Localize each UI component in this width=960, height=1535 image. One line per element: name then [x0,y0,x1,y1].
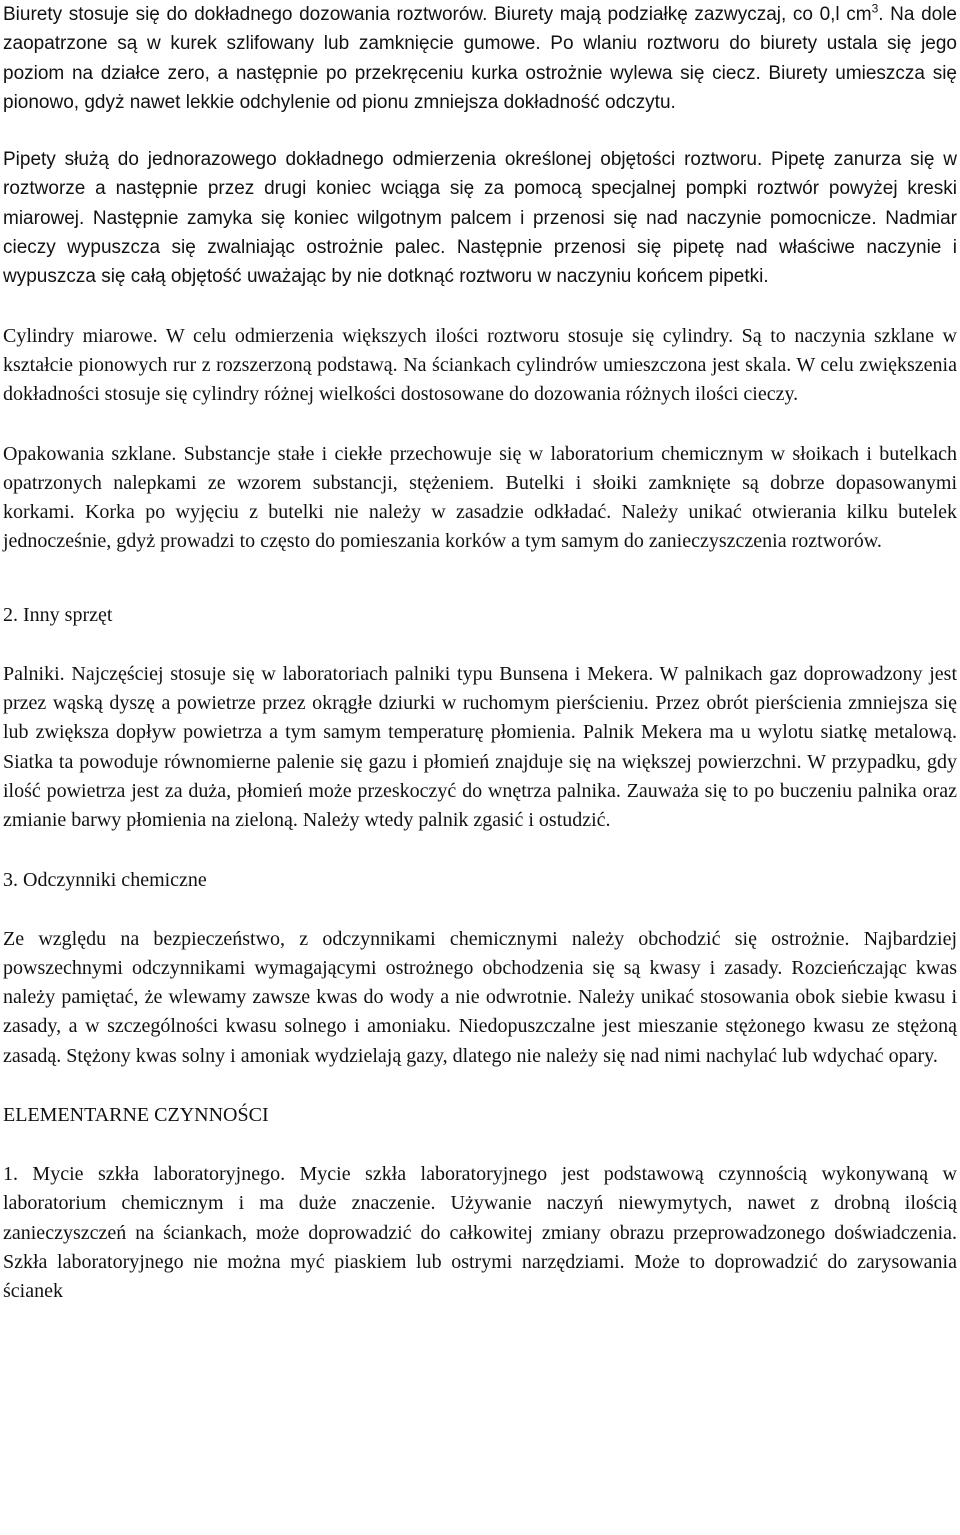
paragraph-glass-containers: Opakowania szklane. Substancje stałe i ciekłe przechowuje się w laboratorium chemicznym w słoikach i butelkach opatrzonych nalepkami ze wzorem substancji, stężeniem. Butelki i słoiki zamknięte są dobrze dopasowanymi korkami. Korka po wyjęciu z butelki nie należy w zasadzie odkładać. Należy unikać otwierania kilku butelek jednocześnie, gdyż prowadzi to często do pomieszania korków a tym samym do zanieczyszczenia roztworów. [3,442,957,553]
paragraph-glass-washing: 1. Mycie szkła laboratoryjnego. Mycie szkła laboratoryjnego jest podstawową czynnością wykonywaną w laboratorium chemicznym i ma duże znaczenie. Używanie naczyń niewymytych, nawet z drobną ilością zanieczyszczeń na ściankach, może doprowadzić do całkowitej zmiany obrazu przeprowadzonego doświadczenia. Szkła laboratoryjnego nie można myć piaskiem lub ostrymi narzędziami. Może to doprowadzić do zarysowania ścianek [3,1163,957,1303]
paragraph-pipettes: Pipety służą do jednorazowego dokładnego odmierzenia określonej objętości roztworu. Pipetę zanurza się w roztworze a następnie przez drugi koniec wciąga się za pomocą specjalnej pompki roztwór powyżej kreski miarowej. Następnie zamyka się koniec wilgotnym palcem i przenosi się nad naczynie pomocnicze. Nadmiar cieczy wypuszcza się zwalniając ostrożnie palec. Następnie przenosi się pipetę nad właściwe naczynie i wypuszcza się całą objętość uważając by nie dotknąć roztworu w naczyniu końcem pipetki. [3,149,957,288]
paragraph-burettes-rest: . Na dole zaopatrzone są w kurek szlifowany lub zamknięcie gumowe. Po wlaniu roztworu do biurety ustala się jego poziom na działce zero, a następnie po przekręceniu kurka ostrożnie wylewa się ciecz. Biurety umieszcza się pionowo, gdyż nawet lekkie odchylenie od pionu zmniejsza dokładność odczytu. [3,4,958,113]
paragraph-burettes-text: Biurety stosuje się do dokładnego dozowania roztworów. Biurety mają podziałkę zazwyczaj, co 0,l cm [3,4,872,25]
paragraph-burettes [3,0,957,117]
paragraph-cylinders: Cylindry miarowe. W celu odmierzenia większych ilości roztworu stosuje się cylindry. Są to naczynia szklane w kształcie pionowych rur z rozszerzoną podstawą. Na ściankach cylindrów umieszczona jest skala. W celu zwiększenia dokładności stosuje się cylindry różnej wielkości dostosowane do dozowania różnych ilości cieczy. [3,324,957,406]
heading-chemical-reagents: 3. Odczynniki chemiczne [3,868,207,891]
paragraph-burners: Palniki. Najczęściej stosuje się w laboratoriach palniki typu Bunsena i Mekera. W palnikach gaz doprowadzony jest przez wąską dyszę a powietrze przez okrągłe dziurki w ruchomym pierścieniu. Przez obrót pierścienia zmniejsza się lub zwiększa dopływ powietrza a tym samym temperaturę płomienia. Palnik Mekera ma u wylotu siatkę metalową. Siatka ta powoduje równomierne palenie się gazu i płomień znajduje się na większej powierzchni. W przypadku, gdy ilość powietrza jest za duża, płomień może przeskoczyć do wnętrza palnika. Zauważa się to po buczeniu palnika oraz zmianie barwy płomienia na zieloną. Należy wtedy palnik zgasić i ostudzić. [3,662,957,832]
superscript-3: 3 [871,1,879,16]
heading-elementary-activities: ELEMENTARNE CZYNNOŚCI [3,1104,269,1127]
heading-other-equipment: 2. Inny sprzęt [3,603,113,626]
paragraph-reagents-safety: Ze względu na bezpieczeństwo, z odczynnikami chemicznymi należy obchodzić się ostrożnie. Najbardziej powszechnymi odczynnikami wymagającymi ostrożnego obchodzenia się są kwasy i zasady. Rozcieńczając kwas należy pamiętać, że wlewamy zawsze kwas do wody a nie odwrotnie. Należy unikać stosowania obok siebie kwasu i zasady, a w szczególności kwasu solnego i amoniaku. Niedopuszczalne jest mieszanie stężonego kwasu ze stężoną zasadą. Stężony kwas solny i amoniak wydzielają gazy, dlatego nie należy się nad nimi nachylać lub wdychać opary. [3,927,957,1067]
document-page [3,0,957,1307]
